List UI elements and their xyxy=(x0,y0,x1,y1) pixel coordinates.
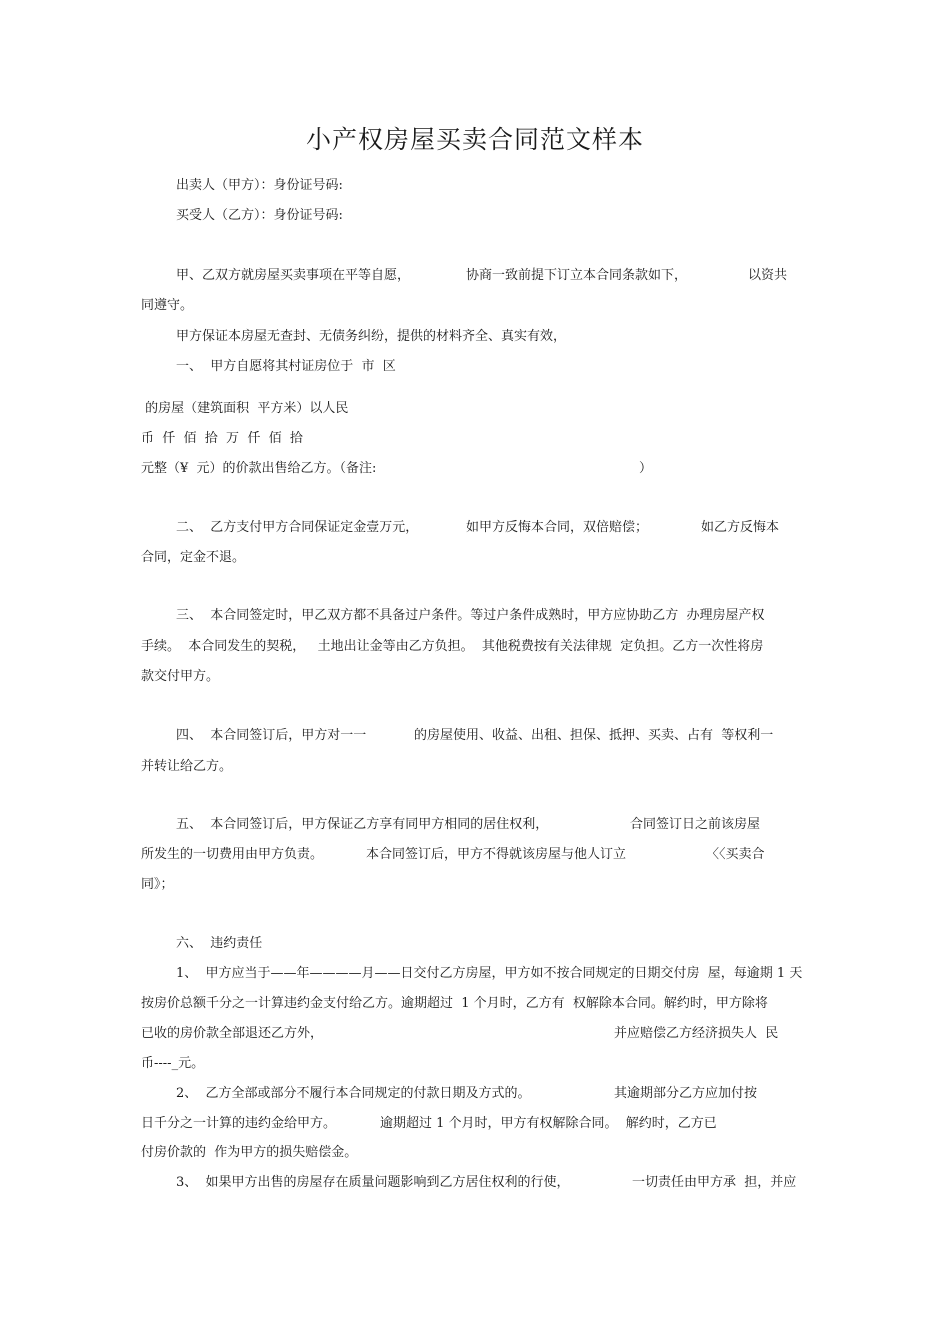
clause-6-item-2: 其逾期部分乙方应加付按 xyxy=(614,1086,758,1101)
clause-6-item-2: 付房价款的 作为甲方的损失赔偿金。 xyxy=(141,1145,358,1160)
clause-6-item-2: 2、 乙方全部或部分不履行本合同规定的付款日期及方式的。 xyxy=(176,1086,531,1101)
clause-2-text: 如甲方反悔本合同，双倍赔偿； xyxy=(466,520,649,535)
clause-6-item-3: 3、 如果甲方出售的房屋存在质量问题影响到乙方居住权利的行使， xyxy=(176,1175,570,1190)
buyer-line: 买受人（乙方）：身份证号码: xyxy=(176,208,343,223)
clause-6-item-1: 并应赔偿乙方经济损失人 民 xyxy=(614,1026,779,1041)
clause-6-item-1: 按房价总额千分之一计算违约金支付给乙方。逾期超过 1 个月时，乙方有 权解除本合同。解约时，甲方除将 xyxy=(141,996,768,1011)
clause-5-text: 合同签订日之前该房屋 xyxy=(630,817,761,832)
clause-3-text: 款交付甲方。 xyxy=(141,669,220,684)
clause-1-text: ） xyxy=(639,461,653,476)
clause-4-text: 的房屋使用、收益、出租、担保、抵押、买卖、占有 等权利一 xyxy=(414,728,774,743)
clause-5-text: 本合同签订后，甲方不得就该房屋与他人订立 xyxy=(366,847,627,862)
clause-5-text: 所发生的一切费用由甲方负责。 xyxy=(141,847,324,862)
seller-line: 出卖人（甲方）：身份证号码: xyxy=(176,178,343,193)
intro-text: 以资共 xyxy=(748,268,788,283)
clause-3-text: 手续。 本合同发生的契税， 土地出让金等由乙方负担。 其他税费按有关法律规 定负担。乙方一次性将房 xyxy=(141,639,764,654)
clause-1-text: 币 仟 佰 拾 万 仟 佰 拾 xyxy=(141,431,303,446)
document-title: 小产权房屋买卖合同范文样本 xyxy=(305,125,644,154)
clause-5-text: 同》； xyxy=(141,877,174,892)
clause-4-text: 四、 本合同签订后，甲方对一一 xyxy=(176,728,367,743)
clause-5-text: 〈〈买卖合 xyxy=(706,847,765,862)
guarantee-text: 甲方保证本房屋无查封、无债务纠纷，提供的材料齐全、真实有效， xyxy=(176,329,567,344)
clause-6-item-1: 已收的房价款全部退还乙方外， xyxy=(141,1026,324,1041)
clause-2-text: 二、 乙方支付甲方合同保证定金壹万元， xyxy=(176,520,419,535)
intro-text: 协商一致前提下订立本合同条款如下， xyxy=(466,268,688,283)
clause-3-text: 三、 本合同签定时，甲乙双方都不具备过户条件。等过户条件成熟时，甲方应协助乙方 办理房屋产权 xyxy=(176,608,765,623)
intro-text: 同遵守。 xyxy=(141,298,194,313)
clause-1-text: 元整（¥ 元）的价款出售给乙方。（备注: xyxy=(141,461,377,476)
clause-4-text: 并转让给乙方。 xyxy=(141,759,233,774)
clause-1-text: 一、 甲方自愿将其村证房位于 市 区 xyxy=(176,359,396,374)
clause-6-item-1: 币----_元。 xyxy=(141,1056,205,1071)
clause-2-text: 如乙方反悔本 xyxy=(701,520,780,535)
clause-6-item-3: 一切责任由甲方承 担，并应 xyxy=(632,1175,797,1190)
clause-1-text: 的房屋（建筑面积 平方米）以人民 xyxy=(141,401,349,416)
clause-6-item-2: 日千分之一计算的违约金给甲方。 xyxy=(141,1116,337,1131)
clause-2-text: 合同，定金不退。 xyxy=(141,550,246,565)
clause-6-heading: 六、 违约责任 xyxy=(176,936,263,951)
intro-text: 甲、乙双方就房屋买卖事项在平等自愿， xyxy=(176,268,411,283)
clause-6-item-2: 逾期超过 1 个月时，甲方有权解除合同。 解约时，乙方已 xyxy=(380,1116,717,1131)
clause-6-item-1: 1、 甲方应当于——年————月——日交付乙方房屋，甲方如不按合同规定的日期交付房 屋，每逾期 1 天 xyxy=(176,966,803,981)
clause-5-text: 五、 本合同签订后，甲方保证乙方享有同甲方相同的居住权利， xyxy=(176,817,549,832)
